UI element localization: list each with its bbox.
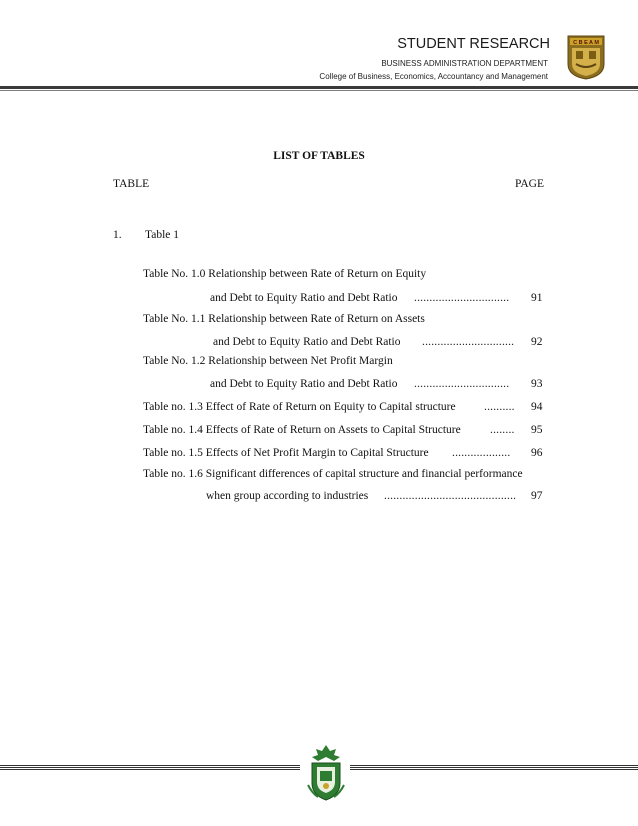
toc-leader-dots: .......... bbox=[484, 401, 515, 413]
toc-page-number: 91 bbox=[531, 292, 543, 304]
college-logo bbox=[566, 34, 606, 80]
section-number: 1. bbox=[113, 229, 122, 241]
toc-page-number: 95 bbox=[531, 424, 543, 436]
header-title: STUDENT RESEARCH bbox=[397, 36, 550, 52]
column-header-page: PAGE bbox=[515, 178, 544, 190]
svg-text:C B E A M: C B E A M bbox=[573, 40, 599, 46]
toc-page-number: 94 bbox=[531, 401, 543, 413]
toc-leader-dots: ................... bbox=[452, 447, 511, 459]
footer-rule-right bbox=[350, 765, 638, 771]
toc-entry-continuation: and Debt to Equity Ratio and Debt Ratio bbox=[210, 378, 398, 390]
toc-entry-title: Table no. 1.3 Effect of Rate of Return on Equity to Capital structure bbox=[143, 401, 456, 413]
toc-entry-title: Table No. 1.2 Relationship between Net Profit Margin bbox=[143, 355, 393, 367]
university-seal-icon bbox=[306, 743, 346, 803]
toc-entry-continuation: and Debt to Equity Ratio and Debt Ratio bbox=[210, 292, 398, 304]
column-header-table: TABLE bbox=[113, 178, 150, 190]
toc-entry-title: Table No. 1.0 Relationship between Rate of Return on Equity bbox=[143, 268, 427, 280]
header-rule-thin bbox=[0, 90, 638, 91]
toc-entry-title: Table no. 1.4 Effects of Rate of Return on Assets to Capital Structure bbox=[143, 424, 461, 436]
toc-leader-dots: ........ bbox=[490, 424, 515, 436]
header-college: College of Business, Economics, Accountancy and Management bbox=[319, 72, 548, 81]
section-label: Table 1 bbox=[145, 229, 180, 241]
toc-leader-dots: ............................... bbox=[414, 292, 510, 304]
toc-leader-dots: ........................................... bbox=[384, 490, 517, 502]
toc-entry-continuation: when group according to industries bbox=[206, 490, 369, 502]
toc-entry-continuation: and Debt to Equity Ratio and Debt Ratio bbox=[213, 336, 401, 348]
toc-page-number: 93 bbox=[531, 378, 543, 390]
toc-page-number: 96 bbox=[531, 447, 543, 459]
toc-entry-title: Table No. 1.1 Relationship between Rate of Return on Assets bbox=[143, 313, 425, 325]
header-department: BUSINESS ADMINISTRATION DEPARTMENT bbox=[381, 59, 548, 68]
page-title: LIST OF TABLES bbox=[273, 150, 365, 162]
toc-entry-title: Table no. 1.5 Effects of Net Profit Margin to Capital Structure bbox=[143, 447, 429, 459]
toc-leader-dots: ............................... bbox=[414, 378, 510, 390]
toc-entry-title: Table no. 1.6 Significant differences of capital structure and financial performance bbox=[143, 468, 523, 480]
toc-leader-dots: .............................. bbox=[422, 336, 515, 348]
footer-rule-left bbox=[0, 765, 300, 771]
header-rule bbox=[0, 86, 638, 89]
toc-page-number: 97 bbox=[531, 490, 543, 502]
toc-page-number: 92 bbox=[531, 336, 543, 348]
